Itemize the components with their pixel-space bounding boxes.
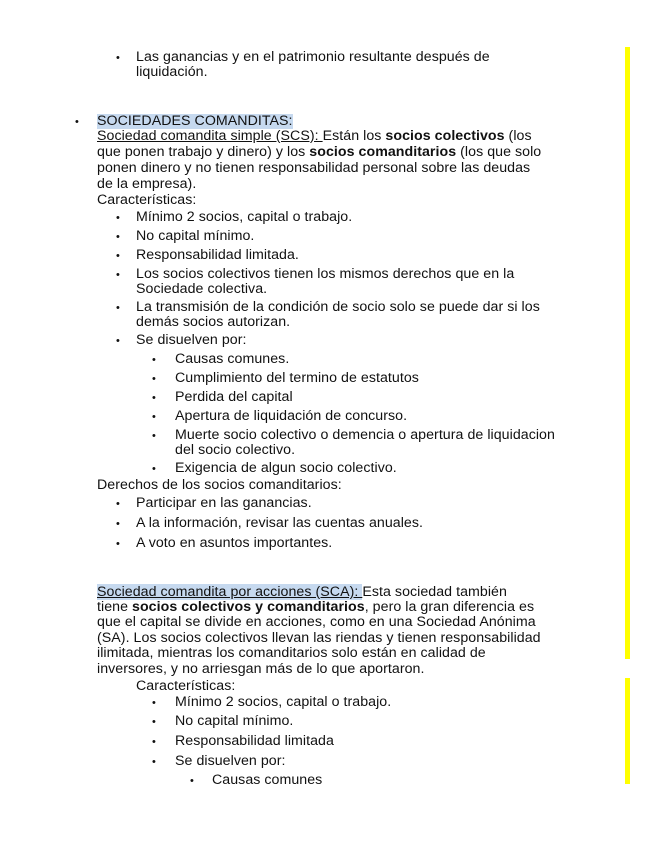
bold-socios-comanditarios: socios comanditarios [309, 144, 457, 160]
bullet: • [116, 335, 120, 347]
scs-dissolution-item: Apertura de liquidación de concurso. [175, 408, 408, 424]
bullet: • [152, 430, 156, 442]
bullet: • [152, 373, 156, 385]
scs-feature: Se disuelven por: [136, 332, 247, 348]
scs-feature: Responsabilidad limitada. [136, 247, 299, 263]
scs-line-3: ponen dinero y no tienen responsabilidad personal sobre las deudas [97, 160, 531, 176]
bold-socios-colectivos: socios colectivos [385, 128, 505, 144]
bullet: • [152, 697, 156, 709]
bullet: • [75, 116, 79, 128]
bullet: • [116, 498, 120, 510]
bullet: • [116, 538, 120, 550]
scs-dissolution-item: Perdida del capital [175, 389, 293, 405]
scs-features-label: Características: [97, 192, 197, 208]
scs-feature: Los socios colectivos tienen los mismos derechos que en la [136, 266, 515, 282]
scs-dissolution-item: del socio colectivo. [175, 442, 296, 458]
bullet: • [116, 269, 120, 281]
scs-dissolution-item: Cumplimiento del termino de estatutos [175, 370, 419, 386]
sca-line-2: tiene socios colectivos y comanditarios, pero la gran diferencia es [97, 599, 535, 615]
sca-feature: Mínimo 2 socios, capital o trabajo. [175, 694, 392, 710]
scs-title: Sociedad comandita simple (SCS): [97, 128, 323, 144]
rights-item: A voto en asuntos importantes. [136, 535, 333, 551]
scs-feature: demás socios autorizan. [136, 314, 291, 330]
sca-feature: Responsabilidad limitada [175, 733, 334, 749]
scs-feature: Mínimo 2 socios, capital o trabajo. [136, 209, 353, 225]
bullet: • [152, 463, 156, 475]
sca-line: ilimitada, mientras los comanditarios solo están en calidad de [97, 645, 486, 661]
scs-line-1: Sociedad comandita simple (SCS): Están los socios colectivos (los [97, 128, 532, 144]
scs-feature: No capital mínimo. [136, 228, 255, 244]
scs-feature: La transmisión de la condición de socio solo se puede dar si los [136, 299, 540, 315]
rights-item: A la información, revisar las cuentas anuales. [136, 515, 423, 531]
bullet: • [116, 518, 120, 530]
sca-feature: No capital mínimo. [175, 713, 294, 729]
sca-dissolution-item: Causas comunes [212, 772, 323, 784]
bullet: • [116, 302, 120, 314]
sca-features-label: Características: [136, 678, 236, 694]
bullet: • [152, 392, 156, 404]
top-item-line-1: Las ganancias y en el patrimonio resultante después de [136, 49, 490, 65]
bold-socios-colectivos-comanditarios: socios colectivos y comanditarios [132, 599, 365, 615]
sca-line-1: Sociedad comandita por acciones (SCA): Esta sociedad también [97, 584, 507, 600]
bullet: • [116, 52, 120, 64]
sca-feature: Se disuelven por: [175, 753, 286, 769]
sca-line: inversores, y no arriesgan más de lo que aportaron. [97, 661, 425, 677]
bullet: • [152, 411, 156, 423]
scs-dissolution-item: Exigencia de algun socio colectivo. [175, 460, 397, 476]
sca-title: Sociedad comandita por acciones (SCA): [97, 584, 363, 600]
scs-line-4: de la empresa). [97, 176, 197, 192]
section-heading: SOCIEDADES COMANDITAS: [97, 113, 293, 129]
scs-dissolution-item: Muerte socio colectivo o demencia o apertura de liquidacion [175, 427, 555, 443]
bullet: • [152, 756, 156, 768]
bullet: • [152, 736, 156, 748]
rights-label: Derechos de los socios comanditarios: [97, 477, 342, 493]
scs-feature: Sociedade colectiva. [136, 281, 268, 297]
rights-item: Participar en las ganancias. [136, 495, 312, 511]
bullet: • [152, 716, 156, 728]
top-item-line-2: liquidación. [136, 64, 208, 80]
sca-line: que el capital se divide en acciones, como en una Sociedad Anónima [97, 614, 536, 630]
bullet: • [116, 212, 120, 224]
bullet: • [190, 775, 194, 784]
sca-line: (SA). Los socios colectivos llevan las riendas y tienen responsabilidad [97, 630, 541, 646]
scs-dissolution-item: Causas comunes. [175, 351, 290, 367]
bullet: • [116, 250, 120, 262]
scs-line-2: que ponen trabajo y dinero) y los socios comanditarios (los que solo [97, 144, 542, 160]
bullet: • [152, 354, 156, 366]
bullet: • [116, 231, 120, 243]
